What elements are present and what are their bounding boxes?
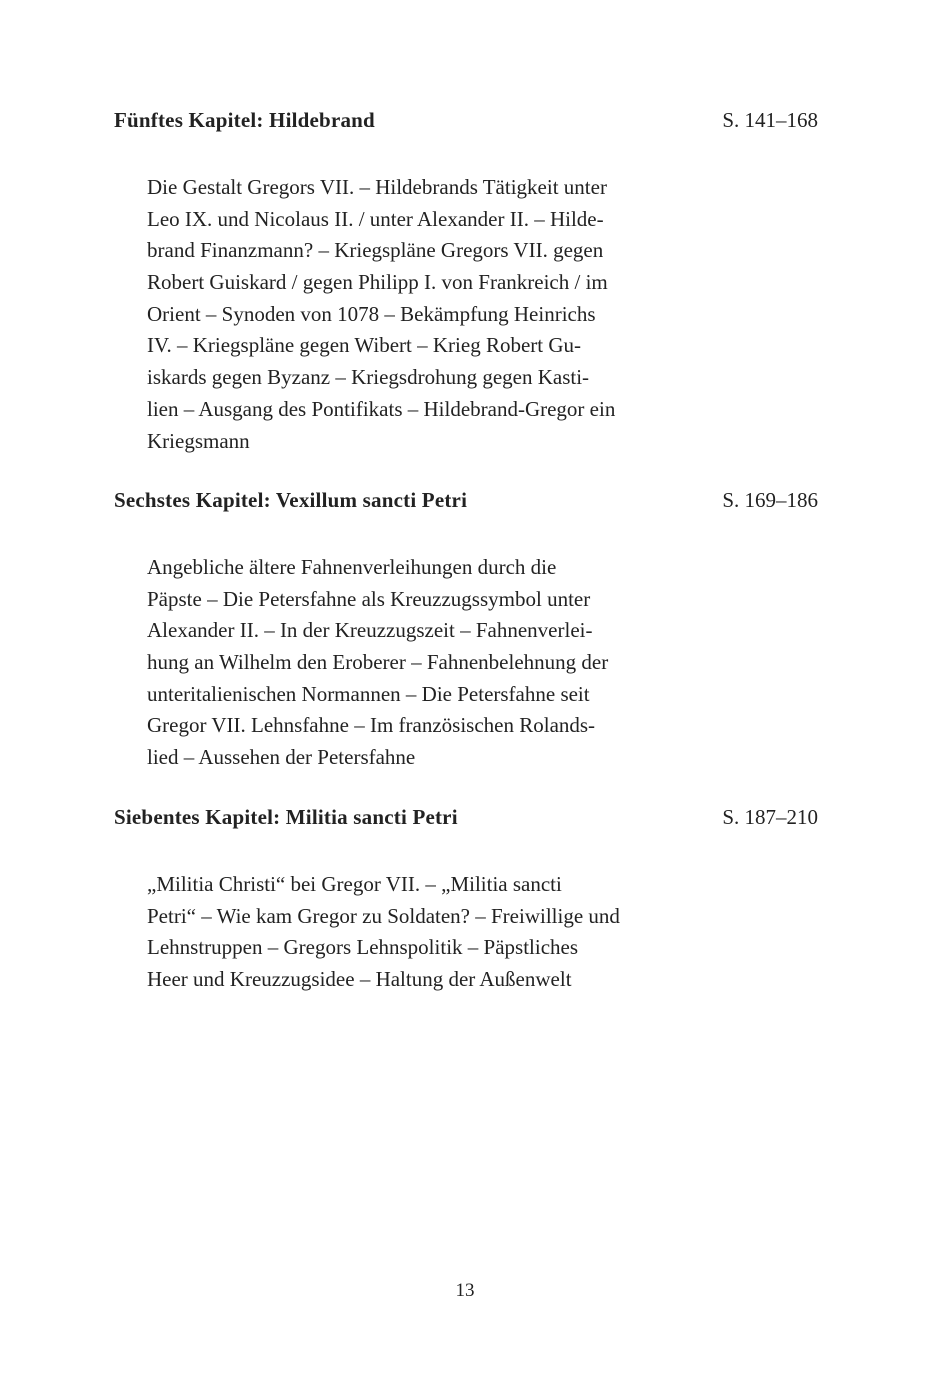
summary-line: lied – Aussehen der Petersfahne	[147, 745, 416, 770]
summary-line: lien – Ausgang des Pontifikats – Hildebrand-Gregor ein	[147, 396, 616, 421]
summary-line: Kriegsmann	[147, 428, 250, 453]
chapter-heading	[114, 805, 818, 835]
summary-line: IV. – Kriegspläne gegen Wibert – Krieg Robert Gu-	[147, 333, 582, 358]
summary-line: Petri“ – Wie kam Gregor zu Soldaten? – Freiwillige und	[147, 903, 620, 928]
chapter-summary	[147, 552, 667, 774]
chapter-entry-7	[114, 805, 818, 992]
summary-line: unteritalienischen Normannen – Die Petersfahne seit	[147, 681, 590, 706]
chapter-heading	[114, 488, 818, 518]
summary-line: Päpste – Die Petersfahne als Kreuzzugssymbol unter	[147, 586, 591, 611]
summary-line: Leo IX. und Nicolaus II. / unter Alexander II. – Hilde-	[147, 206, 604, 231]
chapter-page-range: S. 141–168	[722, 108, 818, 132]
summary-line: iskards gegen Byzanz – Kriegsdrohung gegen Kasti-	[147, 365, 590, 390]
summary-line: Orient – Synoden von 1078 – Bekämpfung Heinrichs	[147, 301, 596, 326]
summary-line: Alexander II. – In der Kreuzzugszeit – Fahnenverlei-	[147, 618, 593, 643]
summary-line: Gregor VII. Lehnsfahne – Im französischen Rolands-	[147, 713, 596, 738]
chapter-page-range: S. 187–210	[722, 805, 818, 829]
summary-line: „Militia Christi“ bei Gregor VII. – „Militia sancti	[147, 872, 562, 896]
chapter-title: Siebentes Kapitel: Militia sancti Petri	[114, 805, 458, 829]
chapter-entry-6	[114, 488, 818, 770]
summary-line: hung an Wilhelm den Eroberer – Fahnenbelehnung der	[147, 650, 609, 675]
chapter-page-range: S. 169–186	[722, 488, 818, 512]
summary-line: Lehnstruppen – Gregors Lehnspolitik – Päpstliches	[147, 935, 579, 960]
summary-line: Die Gestalt Gregors VII. – Hildebrands Tätigkeit unter	[147, 175, 607, 199]
page-number: 13	[455, 1280, 475, 1301]
chapter-heading	[114, 108, 818, 138]
chapter-summary	[147, 869, 667, 996]
chapter-summary	[147, 172, 667, 457]
chapter-entry-5	[114, 108, 818, 453]
chapter-title: Fünftes Kapitel: Hildebrand	[114, 108, 375, 132]
summary-line: Heer und Kreuzzugsidee – Haltung der Außenwelt	[147, 967, 572, 992]
chapter-title: Sechstes Kapitel: Vexillum sancti Petri	[114, 488, 468, 512]
summary-line: Robert Guiskard / gegen Philipp I. von Frankreich / im	[147, 270, 608, 295]
summary-line: Angebliche ältere Fahnenverleihungen durch die	[147, 555, 557, 579]
summary-line: brand Finanzmann? – Kriegspläne Gregors VII. gegen	[147, 238, 604, 263]
